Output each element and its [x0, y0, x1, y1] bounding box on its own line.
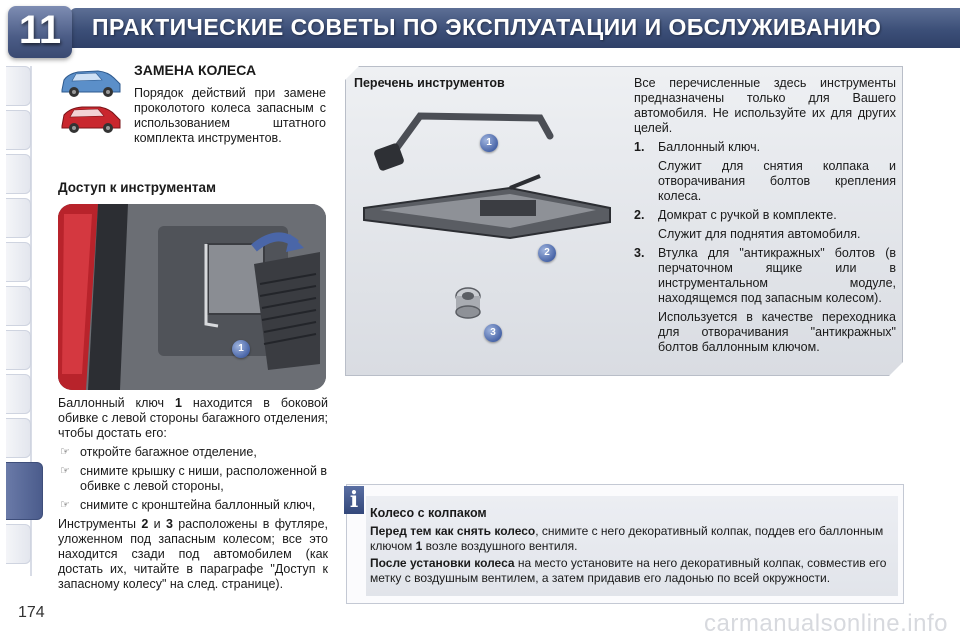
- page-title: ПРАКТИЧЕСКИЕ СОВЕТЫ ПО ЭКСПЛУАТАЦИИ И ОБСЛУЖИВАНИЮ: [92, 14, 882, 40]
- tool-marker-2: 2: [538, 244, 556, 262]
- list-item: 2. Домкрат с ручкой в комплекте.: [634, 208, 837, 222]
- list-item: 3. Втулка для "антикражных" болтов (в перчаточном ящике или в инструментальном модуле, находящемся под запасным колесом).: [634, 246, 896, 305]
- tools-description: [634, 76, 896, 359]
- tools-intro: Все перечисленные здесь инструменты предназначены только для Вашего автомобиля. Не используйте их для других целей.: [634, 76, 896, 135]
- tool-marker-3: 3: [484, 324, 502, 342]
- list-item: ☞ откройте багажное отделение,: [60, 445, 257, 459]
- chapter-tab[interactable]: [6, 66, 31, 106]
- info-paragraph-1: Перед тем как снять колесо, снимите с него декоративный колпак, поддев его баллонным ключом 1 возле воздушного вентиля.: [370, 524, 884, 553]
- chapter-tab[interactable]: [6, 286, 31, 326]
- section-intro: Порядок действий при замене проколотого колеса запасным с использованием штатного комплекта инструментов.: [134, 86, 326, 145]
- tools-illustration: [360, 96, 630, 346]
- list-item: ☞ снимите крышку с ниши, расположенной в обивке с левой стороны,: [60, 464, 328, 493]
- chapter-number: 11: [18, 8, 62, 52]
- list-item-desc: Используется в качестве переходника для отворачивания "антикражных" болтов баллонным ключом.: [658, 310, 896, 354]
- access-paragraph-2: Инструменты 2 и 3 расположены в футляре, уложенном под запасным колесом; все это находится сзади под автомобилем (как достать их, читайте в параграфе "Доступ к запасному колесу" на след. странице).: [58, 517, 328, 591]
- list-item: ☞ снимите с кронштейна баллонный ключ,: [60, 498, 316, 512]
- list-item-desc: Служит для снятия колпака и отворачивания болтов крепления колеса.: [658, 159, 896, 203]
- chapter-tab[interactable]: [6, 110, 31, 150]
- chapter-tab[interactable]: [6, 374, 31, 414]
- info-title: Колесо с колпаком: [370, 506, 487, 520]
- access-title: Доступ к инструментам: [58, 180, 216, 195]
- list-item-desc: Служит для поднятия автомобиля.: [658, 227, 861, 241]
- list-item: 1. Баллонный ключ.: [634, 140, 761, 154]
- page-number: 174: [18, 604, 45, 621]
- chapter-tab[interactable]: [6, 198, 31, 238]
- section-title: ЗАМЕНА КОЛЕСА: [134, 62, 257, 78]
- car-blue-icon: [58, 66, 124, 100]
- trunk-illustration: [58, 204, 326, 390]
- page-header: [0, 0, 960, 60]
- chapter-tab[interactable]: [6, 418, 31, 458]
- chapter-tab[interactable]: [6, 524, 31, 564]
- access-paragraph-1: Баллонный ключ 1 находится в боковой обивке с левой стороны багажного отделения; чтобы достать его:: [58, 396, 328, 440]
- trunk-photo: [58, 204, 326, 390]
- chapter-tab[interactable]: [6, 242, 31, 282]
- pointer-icon: ☞: [60, 465, 70, 477]
- tool-marker-1: 1: [480, 134, 498, 152]
- pointer-icon: ☞: [60, 446, 70, 458]
- info-paragraph-2: После установки колеса на место установите на него декоративный колпак, совместив его метку с воздушным вентилем, а затем придавив его ладонью по всей окружности.: [370, 556, 887, 585]
- info-icon: i: [344, 486, 364, 514]
- chapter-tab[interactable]: [6, 330, 31, 370]
- watermark: carmanualsonline.info: [704, 610, 948, 637]
- chapter-tab-active[interactable]: [6, 462, 43, 520]
- access-instructions: [58, 396, 328, 596]
- car-red-icon: [58, 102, 124, 136]
- chapter-tab[interactable]: [6, 154, 31, 194]
- pointer-icon: ☞: [60, 499, 70, 511]
- photo-marker: 1: [232, 340, 250, 358]
- tools-title: Перечень инструментов: [354, 76, 505, 90]
- chapter-badge[interactable]: [8, 6, 72, 58]
